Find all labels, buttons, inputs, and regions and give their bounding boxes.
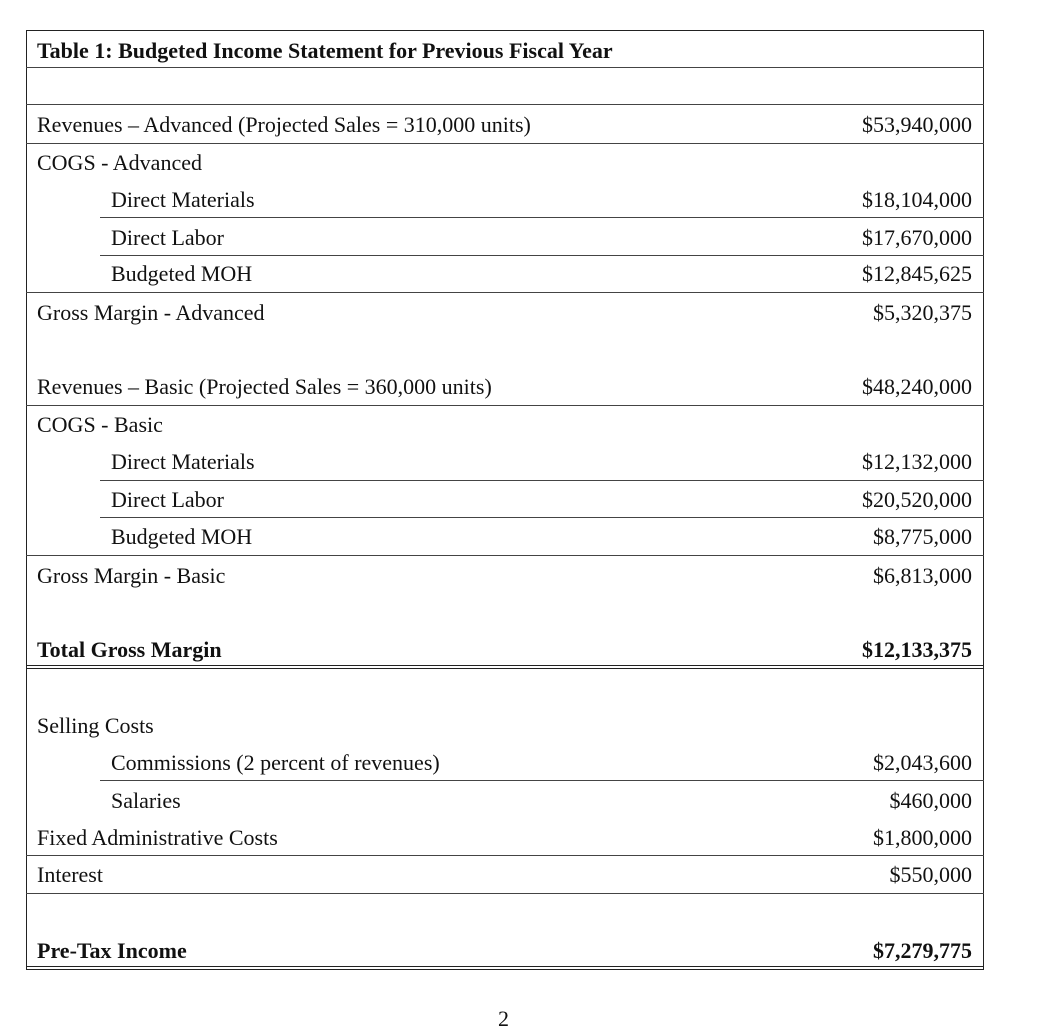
- basic-moh-label: Budgeted MOH: [111, 524, 253, 549]
- adv-gm-label: Gross Margin - Advanced: [37, 300, 265, 325]
- rule-commissions: [100, 780, 984, 781]
- basic-gm-value: $6,813,000: [873, 563, 972, 588]
- adv-revenues-value: $53,940,000: [862, 112, 972, 137]
- basic-revenues-label: Revenues – Basic (Projected Sales = 360,000 units): [37, 374, 492, 399]
- pretax-income-label: Pre-Tax Income: [37, 938, 187, 963]
- basic-dm-value: $12,132,000: [862, 449, 972, 474]
- rule-pretax-2: [26, 969, 984, 970]
- adv-dm-label: Direct Materials: [111, 187, 255, 212]
- adv-revenues-label: Revenues – Advanced (Projected Sales = 310,000 units): [37, 112, 531, 137]
- basic-dl-value: $20,520,000: [862, 487, 972, 512]
- commissions-value: $2,043,600: [873, 750, 972, 775]
- selling-costs-label: Selling Costs: [37, 713, 154, 738]
- basic-dm-label: Direct Materials: [111, 449, 255, 474]
- rule-under-title: [26, 67, 984, 68]
- fixed-admin-label: Fixed Administrative Costs: [37, 825, 278, 850]
- rule-total-gm-1: [26, 665, 984, 666]
- adv-dl-label: Direct Labor: [111, 225, 224, 250]
- interest-label: Interest: [37, 862, 103, 887]
- commissions-label: Commissions (2 percent of revenues): [111, 750, 440, 775]
- table-title: Table 1: Budgeted Income Statement for Previous Fiscal Year: [37, 38, 613, 63]
- total-gm-label: Total Gross Margin: [37, 637, 222, 662]
- adv-cogs-label: COGS - Advanced: [37, 150, 202, 175]
- fixed-admin-value: $1,800,000: [873, 825, 972, 850]
- rule-basic-dl: [100, 517, 984, 518]
- basic-revenues-value: $48,240,000: [862, 374, 972, 399]
- rule-pretax-1: [26, 966, 984, 967]
- rule-adv-dm: [100, 217, 984, 218]
- rule-basic-moh: [26, 555, 984, 556]
- adv-dm-value: $18,104,000: [862, 187, 972, 212]
- rule-basic-dm: [100, 480, 984, 481]
- salaries-value: $460,000: [889, 788, 972, 813]
- rule-blank-row: [26, 104, 984, 105]
- adv-dl-value: $17,670,000: [862, 225, 972, 250]
- basic-gm-label: Gross Margin - Basic: [37, 563, 226, 588]
- total-gm-value: $12,133,375: [862, 637, 972, 662]
- basic-dl-label: Direct Labor: [111, 487, 224, 512]
- basic-moh-value: $8,775,000: [873, 524, 972, 549]
- rule-adv-dl: [100, 255, 984, 256]
- salaries-label: Salaries: [111, 788, 181, 813]
- rule-basic-revenue: [26, 405, 984, 406]
- rule-adv-revenue: [26, 143, 984, 144]
- adv-moh-value: $12,845,625: [862, 261, 972, 286]
- page-number: 2: [498, 1006, 509, 1031]
- adv-moh-label: Budgeted MOH: [111, 261, 253, 286]
- basic-cogs-label: COGS - Basic: [37, 412, 163, 437]
- rule-adv-moh: [26, 292, 984, 293]
- pretax-income-value: $7,279,775: [873, 938, 972, 963]
- adv-gm-value: $5,320,375: [873, 300, 972, 325]
- interest-value: $550,000: [889, 862, 972, 887]
- rule-fixed-admin: [26, 855, 984, 856]
- rule-interest: [26, 893, 984, 894]
- rule-total-gm-2: [26, 668, 984, 669]
- column-divider: [983, 30, 984, 970]
